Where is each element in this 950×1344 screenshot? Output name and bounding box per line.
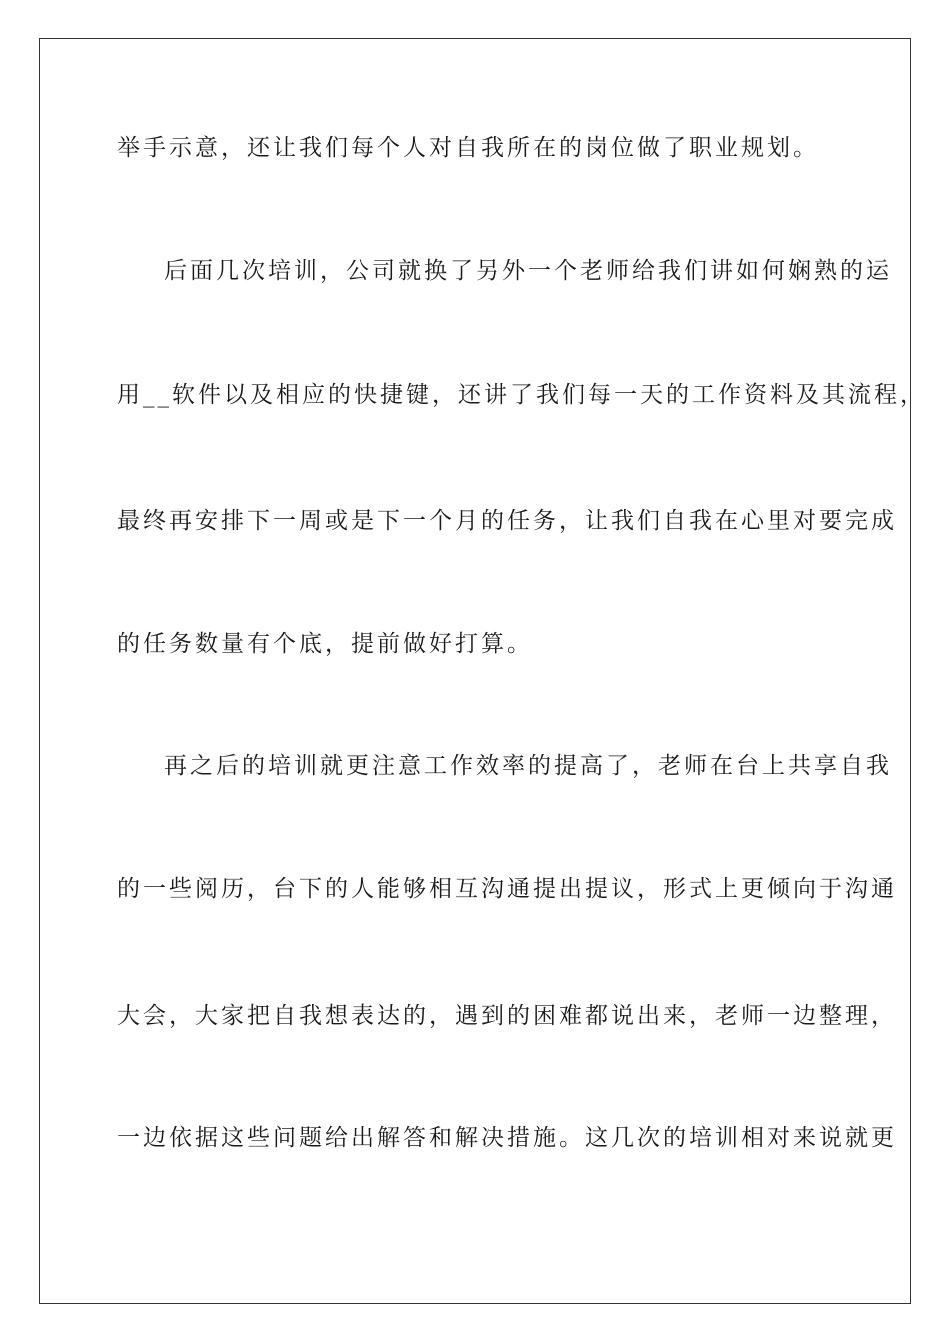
paragraph-line-5: 的任务数量有个底，提前做好打算。 [117, 631, 533, 657]
paragraph-line-1: 举手示意，还让我们每个人对自我所在的岗位做了职业规划。 [117, 135, 819, 161]
paragraph-line-4: 最终再安排下一周或是下一个月的任务，让我们自我在心里对要完成 [117, 508, 897, 534]
paragraph-line-9: 一边依据这些问题给出解答和解决措施。这几次的培训相对来说就更 [117, 1125, 897, 1151]
paragraph-line-2: 后面几次培训，公司就换了另外一个老师给我们讲如何娴熟的运 [164, 258, 892, 284]
paragraph-line-3: 用__软件以及相应的快捷键，还讲了我们每一天的工作资料及其流程， [117, 382, 926, 408]
paragraph-line-7: 的一些阅历，台下的人能够相互沟通提出提议，形式上更倾向于沟通 [117, 876, 897, 902]
page-border [39, 38, 911, 1304]
paragraph-line-8: 大会，大家把自我想表达的，遇到的困难都说出来，老师一边整理， [117, 1003, 897, 1029]
paragraph-line-6: 再之后的培训就更注意工作效率的提高了，老师在台上共享自我 [164, 753, 892, 779]
